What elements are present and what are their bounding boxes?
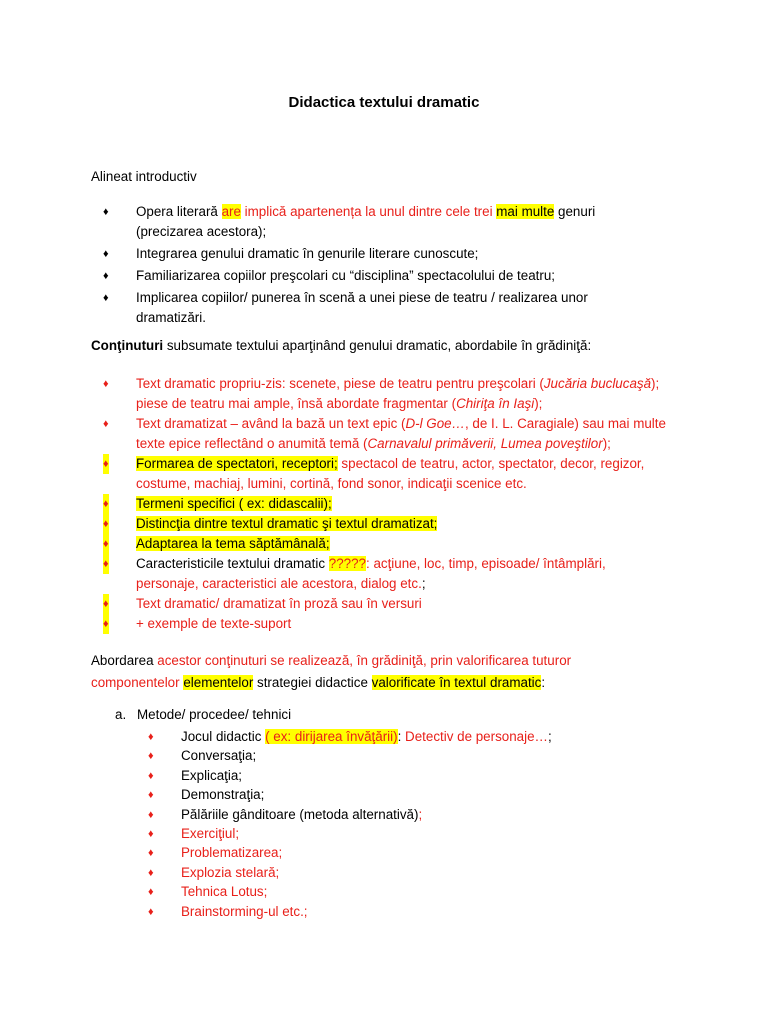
list-item: ♦ Demonstraţia; [181, 785, 581, 804]
list-item: ♦ Tehnica Lotus; [181, 882, 581, 901]
list-item: ♦ Termeni specifici ( ex: didascalii); [136, 494, 696, 514]
list-item: ♦ Integrarea genului dramatic în genurile literare cunoscute; [136, 244, 656, 264]
diamond-bullet-icon: ♦ [103, 292, 109, 304]
list-item: ♦ Problematizarea; [181, 843, 581, 862]
list-item: ♦ Conversaţia; [181, 746, 581, 765]
diamond-bullet-icon: ♦ [148, 828, 154, 841]
list-item: ♦ + exemple de texte-suport [136, 614, 696, 634]
list-item: ♦ Text dramatic propriu-zis: scenete, piese de teatru pentru preşcolari (Jucăria buclucaşă); piese de teatru mai ample, însă abordate fragmentar (Chiriţa în Iaşi); [103, 376, 660, 411]
diamond-bullet-icon: ♦ [148, 731, 154, 743]
diamond-bullet-icon: ♦ [103, 614, 109, 634]
list-item: ♦ Jocul didactic ( ex: dirijarea învăţării): Detectiv de personaje…; [181, 727, 581, 746]
list-item: ♦ Caracteristicile textului dramatic ?????: acţiune, loc, timp, episoade/ întâmplări, personaje, caracteristici ale acestora, dialog etc.; [103, 556, 606, 591]
diamond-bullet-icon: ♦ [148, 808, 154, 821]
diamond-bullet-icon: ♦ [148, 866, 154, 879]
diamond-bullet-icon: ♦ [148, 769, 154, 782]
list-item: ♦ Explicaţia; [181, 766, 581, 785]
list-item: ♦ Formarea de spectatori, receptori; spectacol de teatru, actor, spectator, decor, regizor, costume, machiaj, lumini, cortină, fond sonor, indicaţii scenice etc. [103, 456, 645, 491]
list-item: ♦ Distincţia dintre textul dramatic şi textul dramatizat; [136, 514, 696, 534]
list-item: ♦ Exerciţiul; [181, 824, 581, 843]
diamond-bullet-icon: ♦ [103, 494, 109, 514]
content-list [103, 374, 696, 634]
diamond-bullet-icon: ♦ [148, 886, 154, 899]
diamond-bullet-icon: ♦ [103, 594, 109, 614]
diamond-bullet-icon: ♦ [148, 905, 154, 918]
diamond-bullet-icon: ♦ [103, 454, 109, 474]
list-item: ♦ Brainstorming-ul etc.; [181, 902, 581, 921]
list-item: ♦ Familiarizarea copiilor preşcolari cu “disciplina” spectacolului de teatru; [136, 266, 656, 286]
diamond-bullet-icon: ♦ [103, 248, 109, 260]
diamond-bullet-icon: ♦ [103, 534, 109, 554]
list-item: ♦ Text dramatic/ dramatizat în proză sau în versuri [136, 594, 696, 614]
diamond-bullet-icon: ♦ [103, 378, 109, 390]
page-title: Didactica textului dramatic [288, 94, 480, 111]
methods-list [148, 727, 581, 921]
list-item: ♦ Text dramatizat – având la bază un text epic (D-l Goe…, de I. L. Caragiale) sau mai multe texte epice reflectând o anumită temă (Carnavalul primăverii, Lumea poveştilor); [103, 416, 666, 451]
diamond-bullet-icon: ♦ [148, 789, 154, 802]
methods-heading: a. Metode/ procedee/ tehnici [115, 707, 292, 722]
list-item: ♦ Opera literară are implică apartenența la unul dintre cele trei mai multe genuri (precizarea acestora); [103, 204, 596, 239]
diamond-bullet-icon: ♦ [103, 418, 109, 430]
diamond-bullet-icon: ♦ [103, 514, 109, 534]
list-item: ♦ Adaptarea la tema săptămânală; [136, 534, 696, 554]
diamond-bullet-icon: ♦ [103, 206, 109, 218]
diamond-bullet-icon: ♦ [148, 847, 154, 860]
approach-paragraph: Abordarea acestor conţinuturi se realizează, în grădiniţă, prin valorificarea tuturor componentelor elementelor strategiei didactice valorificate în textul dramatic: [91, 653, 572, 690]
content-lead-paragraph: Conţinuturi subsumate textului aparţinând genului dramatic, abordabile în grădiniţă: [91, 338, 592, 353]
list-item: ♦ Implicarea copiilor/ punerea în scenă a unei piese de teatru / realizarea unor dramatizări. [103, 290, 588, 325]
list-item: ♦ Explozia stelară; [181, 863, 581, 882]
diamond-bullet-icon: ♦ [103, 270, 109, 282]
intro-heading: Alineat introductiv [91, 169, 197, 184]
intro-list [103, 202, 656, 330]
list-item: ♦ Pălăriile gânditoare (metoda alternativă); [181, 805, 581, 824]
diamond-bullet-icon: ♦ [148, 750, 154, 763]
diamond-bullet-icon: ♦ [103, 554, 109, 574]
